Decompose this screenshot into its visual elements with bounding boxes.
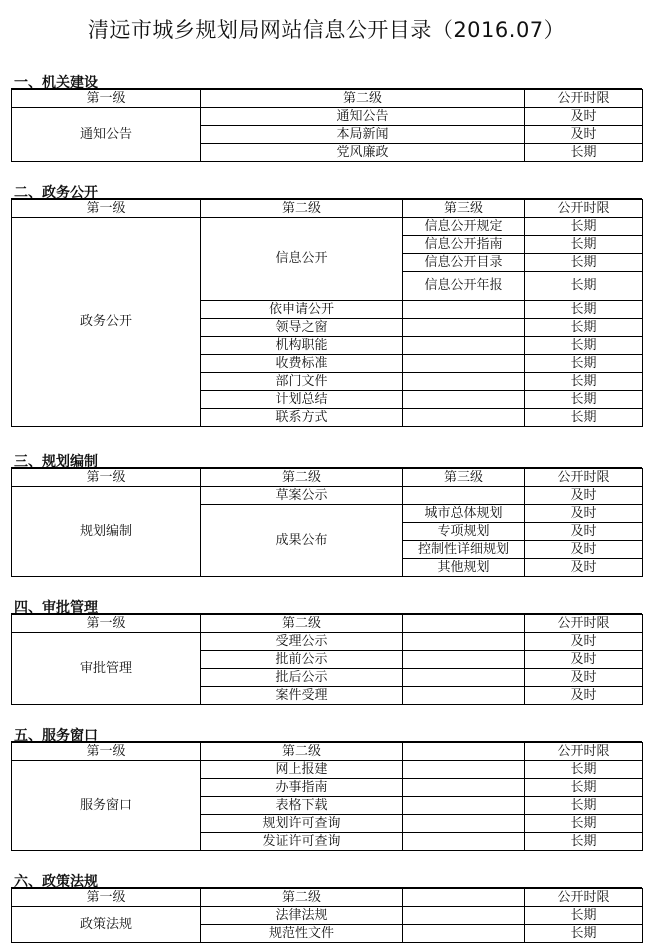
section-heading-1: 一、机关建设 — [14, 75, 98, 91]
table-header-row — [12, 469, 643, 487]
table-section-6 — [11, 888, 643, 943]
limit-cell: 长期 — [525, 218, 643, 236]
limit-cell: 长期 — [525, 254, 643, 272]
empty-cell — [403, 687, 525, 705]
limit-cell: 及时 — [525, 559, 643, 577]
level2-link[interactable]: 依申请公开 — [201, 301, 403, 319]
limit-cell: 长期 — [525, 355, 643, 373]
level2-link[interactable]: 法律法规 — [201, 907, 403, 925]
table-section-5 — [11, 742, 643, 851]
group-cell: 通知公告 — [12, 108, 201, 162]
limit-cell: 长期 — [525, 815, 643, 833]
page-title: 清远市城乡规划局网站信息公开目录（2016.07） — [87, 18, 566, 42]
limit-cell: 及时 — [525, 687, 643, 705]
limit-cell: 长期 — [525, 779, 643, 797]
level2-link[interactable]: 案件受理 — [201, 687, 403, 705]
limit-cell: 及时 — [525, 126, 643, 144]
table-section-4 — [11, 614, 643, 705]
table-row — [12, 761, 643, 779]
limit-cell: 及时 — [525, 669, 643, 687]
limit-cell: 长期 — [525, 236, 643, 254]
header-level3: 第三级 — [403, 469, 525, 487]
empty-cell — [403, 815, 525, 833]
level2-link[interactable]: 办事指南 — [201, 779, 403, 797]
header-limit: 公开时限 — [525, 889, 643, 907]
header-level2: 第二级 — [201, 469, 403, 487]
empty-cell — [403, 761, 525, 779]
header-level1: 第一级 — [12, 615, 201, 633]
table-header-row — [12, 90, 643, 108]
limit-cell: 长期 — [525, 797, 643, 815]
empty-cell — [403, 797, 525, 815]
section-heading-3: 三、规划编制 — [14, 454, 98, 470]
limit-cell: 及时 — [525, 651, 643, 669]
group-cell: 政策法规 — [12, 907, 201, 943]
header-level1: 第一级 — [12, 90, 201, 108]
limit-cell: 长期 — [525, 907, 643, 925]
empty-cell — [403, 651, 525, 669]
level2-link[interactable]: 表格下载 — [201, 797, 403, 815]
header-limit: 公开时限 — [525, 615, 643, 633]
level2-link[interactable]: 成果公布 — [201, 505, 403, 577]
level3-link[interactable]: 其他规划 — [403, 559, 525, 577]
limit-cell: 长期 — [525, 337, 643, 355]
limit-cell: 及时 — [525, 541, 643, 559]
limit-cell: 及时 — [525, 487, 643, 505]
limit-cell: 长期 — [525, 272, 643, 301]
level3-link[interactable]: 城市总体规划 — [403, 505, 525, 523]
level3-link[interactable]: 信息公开指南 — [403, 236, 525, 254]
group-cell: 政务公开 — [12, 218, 201, 427]
limit-cell: 长期 — [525, 833, 643, 851]
empty-cell — [403, 337, 525, 355]
level3-link[interactable]: 信息公开规定 — [403, 218, 525, 236]
level2-link[interactable]: 党风廉政 — [201, 144, 525, 162]
header-level2: 第二级 — [201, 889, 403, 907]
level2-link[interactable]: 计划总结 — [201, 391, 403, 409]
header-limit: 公开时限 — [525, 200, 643, 218]
empty-cell — [403, 355, 525, 373]
limit-cell: 长期 — [525, 301, 643, 319]
level2-link[interactable]: 信息公开 — [201, 218, 403, 301]
header-level2: 第二级 — [201, 90, 525, 108]
limit-cell: 长期 — [525, 144, 643, 162]
level2-link[interactable]: 规范性文件 — [201, 925, 403, 943]
table-header-row — [12, 743, 643, 761]
table-row — [12, 218, 643, 236]
header-level1: 第一级 — [12, 743, 201, 761]
limit-cell: 及时 — [525, 523, 643, 541]
section-heading-4: 四、审批管理 — [14, 600, 98, 616]
empty-cell — [403, 669, 525, 687]
empty-cell — [403, 889, 525, 907]
table-header-row — [12, 889, 643, 907]
limit-cell: 长期 — [525, 409, 643, 427]
empty-cell — [403, 633, 525, 651]
table-row — [12, 487, 643, 505]
empty-cell — [403, 487, 525, 505]
group-cell: 审批管理 — [12, 633, 201, 705]
header-level2: 第二级 — [201, 615, 403, 633]
table-row — [12, 633, 643, 651]
empty-cell — [403, 319, 525, 337]
level2-link[interactable]: 领导之窗 — [201, 319, 403, 337]
level2-link[interactable]: 批后公示 — [201, 669, 403, 687]
limit-cell: 及时 — [525, 633, 643, 651]
limit-cell: 及时 — [525, 108, 643, 126]
header-limit: 公开时限 — [525, 469, 643, 487]
limit-cell: 长期 — [525, 319, 643, 337]
level3-link[interactable]: 专项规划 — [403, 523, 525, 541]
limit-cell: 长期 — [525, 925, 643, 943]
level2-link[interactable]: 通知公告 — [201, 108, 525, 126]
empty-cell — [403, 833, 525, 851]
header-limit: 公开时限 — [525, 90, 643, 108]
empty-cell — [403, 615, 525, 633]
level2-link[interactable]: 联系方式 — [201, 409, 403, 427]
table-section-1 — [11, 89, 643, 162]
group-cell: 规划编制 — [12, 487, 201, 577]
header-level1: 第一级 — [12, 200, 201, 218]
empty-cell — [403, 925, 525, 943]
section-heading-6: 六、政策法规 — [14, 874, 98, 890]
level2-link[interactable]: 部门文件 — [201, 373, 403, 391]
limit-cell: 长期 — [525, 761, 643, 779]
empty-cell — [403, 409, 525, 427]
limit-cell: 长期 — [525, 373, 643, 391]
table-section-2 — [11, 199, 643, 427]
section-heading-5: 五、服务窗口 — [14, 728, 98, 744]
empty-cell — [403, 301, 525, 319]
level2-link[interactable]: 本局新闻 — [201, 126, 525, 144]
table-header-row — [12, 200, 643, 218]
empty-cell — [403, 391, 525, 409]
limit-cell: 长期 — [525, 391, 643, 409]
level3-link[interactable]: 信息公开年报 — [403, 272, 525, 301]
level3-link[interactable]: 控制性详细规划 — [403, 541, 525, 559]
table-row — [12, 907, 643, 925]
empty-cell — [403, 907, 525, 925]
empty-cell — [403, 743, 525, 761]
header-level1: 第一级 — [12, 469, 201, 487]
group-cell: 服务窗口 — [12, 761, 201, 851]
level2-link[interactable]: 发证许可查询 — [201, 833, 403, 851]
empty-cell — [403, 373, 525, 391]
empty-cell — [403, 779, 525, 797]
header-level3: 第三级 — [403, 200, 525, 218]
header-level1: 第一级 — [12, 889, 201, 907]
table-row — [12, 108, 643, 126]
level2-link[interactable]: 机构职能 — [201, 337, 403, 355]
level2-link[interactable]: 收费标准 — [201, 355, 403, 373]
table-header-row — [12, 615, 643, 633]
section-heading-2: 二、政务公开 — [14, 185, 98, 201]
level2-link[interactable]: 批前公示 — [201, 651, 403, 669]
level3-link[interactable]: 信息公开目录 — [403, 254, 525, 272]
limit-cell: 及时 — [525, 505, 643, 523]
table-section-3 — [11, 468, 643, 577]
level2-link[interactable]: 网上报建 — [201, 761, 403, 779]
level2-link[interactable]: 受理公示 — [201, 633, 403, 651]
header-level2: 第二级 — [201, 200, 403, 218]
level2-link[interactable]: 草案公示 — [201, 487, 403, 505]
level2-link[interactable]: 规划许可查询 — [201, 815, 403, 833]
header-limit: 公开时限 — [525, 743, 643, 761]
header-level2: 第二级 — [201, 743, 403, 761]
